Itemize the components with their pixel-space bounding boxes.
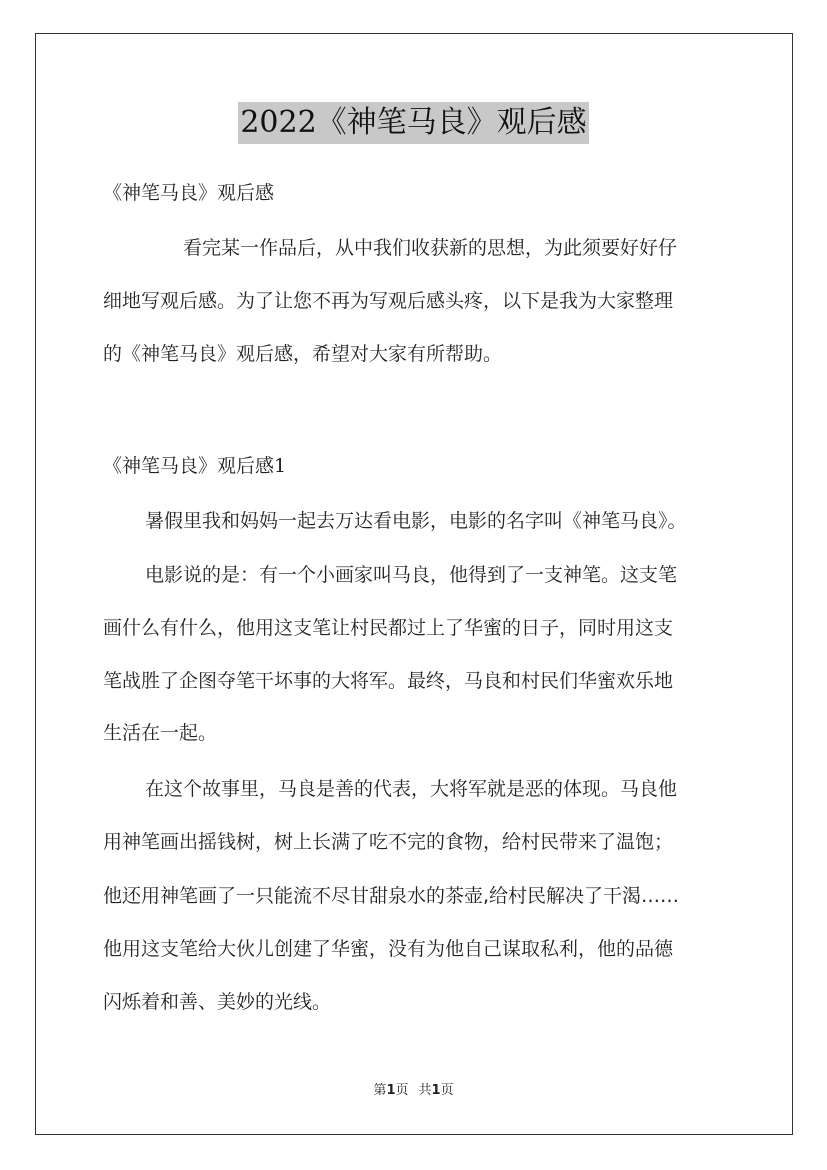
body-line: 用神笔画出摇钱树，树上长满了吃不完的食物，给村民带来了温饱； <box>103 831 674 853</box>
body-line: 他还用神笔画了一只能流不尽甘甜泉水的茶壶,给村民解决了干渴…… <box>103 885 680 907</box>
body-line: 电影说的是：有一个小画家叫马良，他得到了一支神笔。这支笔 <box>145 564 678 586</box>
body-line: 闪烁着和善、美妙的光线。 <box>103 991 332 1013</box>
page-prefix: 第 <box>373 1083 387 1098</box>
page-suffix: 页 <box>395 1083 409 1098</box>
body-line: 笔战胜了企图夺笔干坏事的大将军。最终，马良和村民们华蜜欢乐地 <box>103 670 674 692</box>
total-pages: 1 <box>431 1083 441 1098</box>
section-heading: 《神笔马良》观后感1 <box>103 455 287 477</box>
intro-line: 的《神笔马良》观后感，希望对大家有所帮助。 <box>103 343 503 365</box>
body-line: 生活在一起。 <box>103 722 218 744</box>
document-title: 2022《神笔马良》观后感 <box>238 102 588 144</box>
total-prefix: 共 <box>418 1083 432 1098</box>
total-suffix: 页 <box>440 1083 454 1098</box>
body-line: 画什么有什么，他用这支笔让村民都过上了华蜜的日子，同时用这支 <box>103 617 674 639</box>
subtitle: 《神笔马良》观后感 <box>103 182 275 204</box>
page-footer <box>0 1083 827 1099</box>
body-line: 他用这支笔给大伙儿创建了华蜜，没有为他自己谋取私利，他的品德 <box>103 938 674 960</box>
body-line: 暑假里我和妈妈一起去万达看电影，电影的名字叫《神笔马良》。 <box>145 510 687 532</box>
body-line: 在这个故事里，马良是善的代表，大将军就是恶的体现。马良他 <box>145 778 678 800</box>
title-container <box>0 102 827 144</box>
page-number: 1 <box>386 1083 396 1098</box>
intro-line: 看完某一作品后，从中我们收获新的思想，为此须要好好仔 <box>183 237 678 259</box>
intro-line: 细地写观后感。为了让您不再为写观后感头疼，以下是我为大家整理 <box>103 290 674 312</box>
